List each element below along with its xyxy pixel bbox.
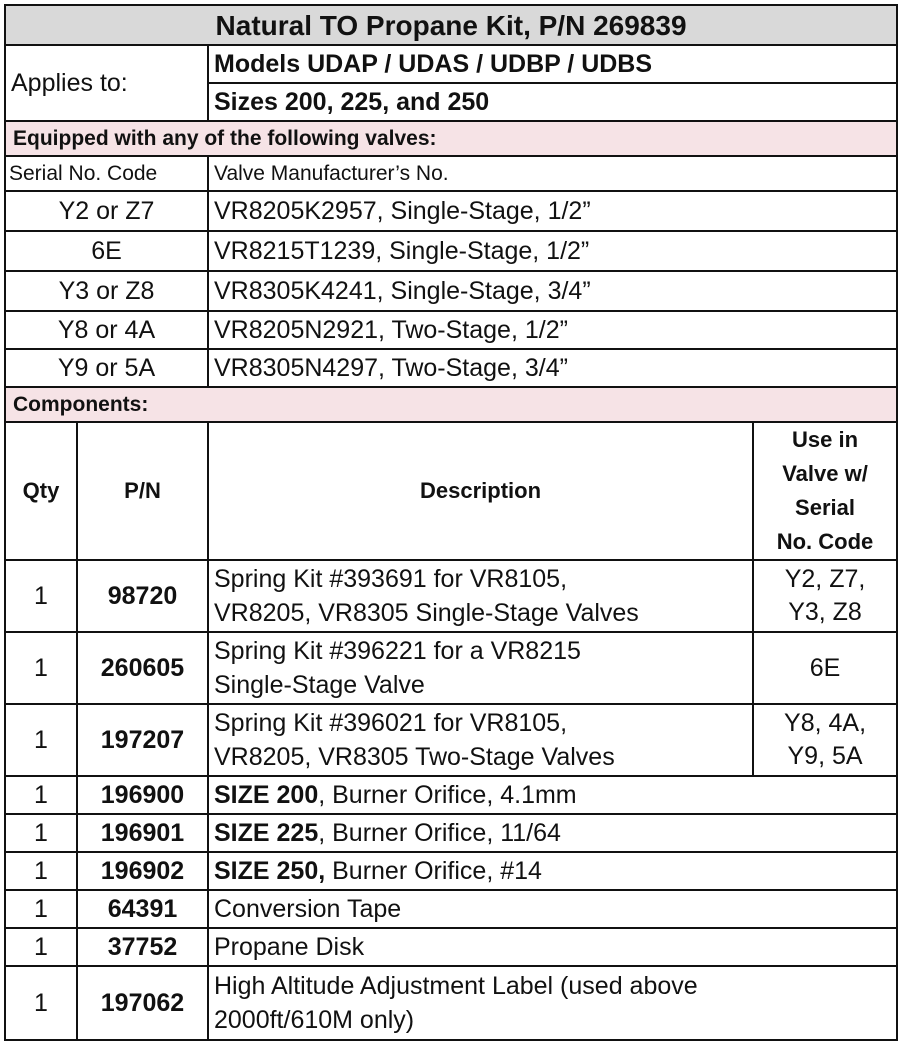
component-qty: 1 [5, 560, 77, 632]
valves-column-header-row [5, 156, 897, 191]
applies-models-row [5, 45, 897, 83]
qty-column-header: Qty [5, 422, 77, 560]
component-serial-codes-line: Y9, 5A [787, 742, 863, 770]
page-title: Natural TO Propane Kit, P/N 269839 [5, 5, 897, 45]
valve-serial-code: Y3 or Z8 [5, 271, 208, 311]
component-description-line: VR8205, VR8305 Single-Stage Valves [214, 599, 639, 627]
components-section-heading: Components: [5, 387, 897, 422]
valve-manufacturer-number: VR8305N4297, Two-Stage, 3/4” [208, 349, 897, 387]
component-description-line: Spring Kit #396021 for VR8105, [214, 709, 568, 737]
component-description-line: Single-Stage Valve [214, 671, 425, 699]
component-part-number: 197207 [77, 704, 208, 776]
orifice-description-text: , Burner Orifice, 11/64 [318, 818, 561, 847]
components-heading-row [5, 387, 897, 422]
component-qty: 1 [5, 852, 77, 890]
component-serial-codes-line: Y2, Z7, [784, 565, 866, 593]
component-row [5, 704, 897, 776]
component-serial-codes-line: Y3, Z8 [788, 598, 862, 626]
component-description-line: Spring Kit #396221 for a VR8215 [214, 637, 581, 665]
orifice-description-text: , Burner Orifice, 4.1mm [318, 780, 577, 809]
use-in-valve-column-header [753, 422, 897, 560]
valves-heading-row [5, 121, 897, 156]
use-in-valve-header-line: No. Code [776, 529, 874, 554]
component-part-number: 196901 [77, 814, 208, 852]
serial-code-column-header: Serial No. Code [5, 156, 208, 191]
component-part-number: 196902 [77, 852, 208, 890]
valve-manufacturer-number: VR8205K2957, Single-Stage, 1/2” [208, 191, 897, 231]
valve-serial-code: Y2 or Z7 [5, 191, 208, 231]
valve-row [5, 271, 897, 311]
component-description-line: High Altitude Adjustment Label (used above [214, 972, 698, 1000]
orifice-size-label: SIZE 200 [214, 780, 319, 809]
valve-serial-code: 6E [5, 231, 208, 271]
applies-sizes: Sizes 200, 225, and 250 [208, 83, 897, 121]
component-qty: 1 [5, 814, 77, 852]
orifice-size-label: SIZE 250, [214, 856, 326, 885]
components-column-header-row [5, 422, 897, 560]
component-serial-codes: 6E [753, 632, 897, 704]
component-description [208, 560, 753, 632]
component-row [5, 852, 897, 890]
component-serial-codes [753, 704, 897, 776]
valve-manufacturer-column-header: Valve Manufacturer’s No. [208, 156, 897, 191]
component-row [5, 776, 897, 814]
valve-manufacturer-number: VR8305K4241, Single-Stage, 3/4” [208, 271, 897, 311]
valve-row [5, 349, 897, 387]
component-row [5, 890, 897, 928]
valve-row [5, 231, 897, 271]
component-qty: 1 [5, 704, 77, 776]
component-serial-codes-line: Y8, 4A, [784, 709, 867, 737]
valve-manufacturer-number: VR8205N2921, Two-Stage, 1/2” [208, 311, 897, 349]
valve-row [5, 311, 897, 349]
component-part-number: 197062 [77, 966, 208, 1040]
component-row [5, 632, 897, 704]
component-qty: 1 [5, 632, 77, 704]
component-row [5, 560, 897, 632]
valve-serial-code: Y8 or 4A [5, 311, 208, 349]
component-description-line: VR8205, VR8305 Two-Stage Valves [214, 743, 615, 771]
component-row [5, 966, 897, 1040]
valve-row [5, 191, 897, 231]
component-description [208, 814, 897, 852]
component-row [5, 814, 897, 852]
component-row [5, 928, 897, 966]
component-qty: 1 [5, 890, 77, 928]
component-qty: 1 [5, 928, 77, 966]
orifice-description-text: Burner Orifice, #14 [325, 856, 542, 885]
pn-column-header: P/N [77, 422, 208, 560]
component-part-number: 64391 [77, 890, 208, 928]
component-description [208, 776, 897, 814]
component-part-number: 98720 [77, 560, 208, 632]
conversion-kit-table [4, 4, 898, 1041]
valves-section-heading: Equipped with any of the following valves: [5, 121, 897, 156]
component-description-line: Spring Kit #393691 for VR8105, [214, 565, 568, 593]
component-description [208, 966, 897, 1040]
component-description-line: 2000ft/610M only) [214, 1006, 415, 1034]
use-in-valve-header-line: Serial [795, 495, 855, 520]
valve-manufacturer-number: VR8215T1239, Single-Stage, 1/2” [208, 231, 897, 271]
conversion-kit-table-container [4, 4, 896, 1041]
component-qty: 1 [5, 776, 77, 814]
component-part-number: 196900 [77, 776, 208, 814]
component-part-number: 37752 [77, 928, 208, 966]
use-in-valve-header-line: Use in [792, 427, 859, 452]
component-description [208, 852, 897, 890]
title-row [5, 5, 897, 45]
component-qty: 1 [5, 966, 77, 1040]
component-description: Conversion Tape [208, 890, 897, 928]
component-part-number: 260605 [77, 632, 208, 704]
applies-models: Models UDAP / UDAS / UDBP / UDBS [208, 45, 897, 83]
description-column-header: Description [208, 422, 753, 560]
valve-serial-code: Y9 or 5A [5, 349, 208, 387]
orifice-size-label: SIZE 225 [214, 818, 319, 847]
component-description [208, 632, 753, 704]
component-description [208, 704, 753, 776]
component-description: Propane Disk [208, 928, 897, 966]
component-serial-codes [753, 560, 897, 632]
applies-to-label: Applies to: [5, 45, 208, 121]
use-in-valve-header-line: Valve w/ [782, 461, 868, 486]
